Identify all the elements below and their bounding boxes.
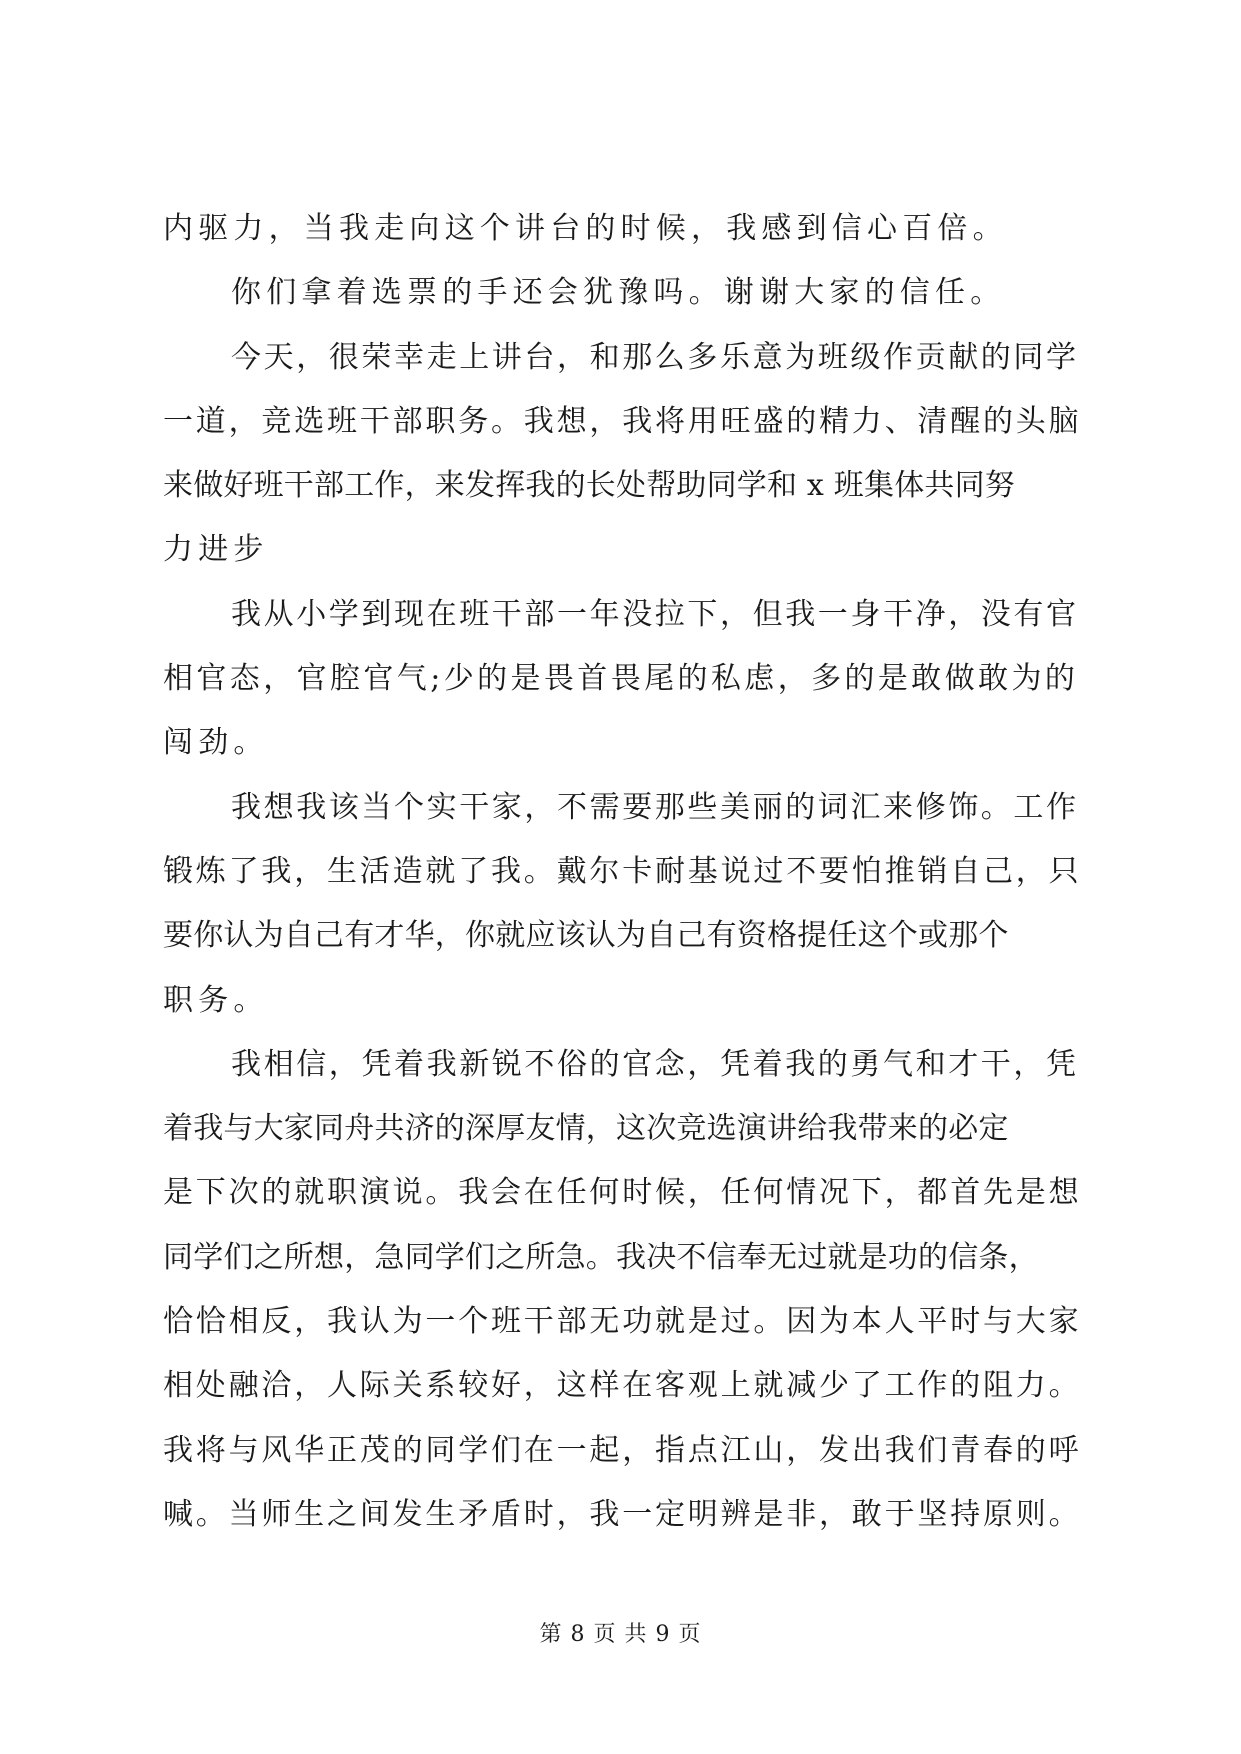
text-line: 闯劲。 bbox=[163, 725, 269, 761]
text-line: 恰恰相反，我认为一个班干部无功就是过。因为本人平时与大家 bbox=[163, 1304, 1082, 1340]
text-line: 我想我该当个实干家，不需要那些美丽的词汇来修饰。工作 bbox=[231, 789, 1079, 825]
text-line: 来做好班干部工作，来发挥我的长处帮助同学和 x 班集体共同努 bbox=[163, 468, 1015, 504]
text-line: 同学们之所想，急同学们之所急。我决不信奉无过就是功的信条， bbox=[163, 1239, 1039, 1275]
text-line: 职务。 bbox=[163, 982, 269, 1018]
text-line: 是下次的就职演说。我会在任何时候，任何情况下，都首先是想 bbox=[163, 1175, 1082, 1211]
text-line: 喊。当师生之间发生矛盾时，我一定明辨是非，敢于坚持原则。 bbox=[163, 1496, 1082, 1532]
text-line: 相处融洽，人际关系较好，这样在客观上就减少了工作的阻力。 bbox=[163, 1368, 1082, 1404]
text-line: 锻炼了我，生活造就了我。戴尔卡耐基说过不要怕推销自己，只 bbox=[163, 853, 1082, 889]
text-line: 力进步 bbox=[163, 532, 269, 568]
text-line: 相官态，官腔官气;少的是畏首畏尾的私虑，多的是敢做敢为的 bbox=[163, 661, 1079, 697]
page-footer: 第 8 页 共 9 页 bbox=[539, 1622, 702, 1647]
text-line: 要你认为自己有才华，你就应该认为自己有资格提任这个或那个 bbox=[163, 918, 1009, 954]
text-line: 内驱力，当我走向这个讲台的时候，我感到信心百倍。 bbox=[163, 211, 1008, 246]
text-line: 着我与大家同舟共济的深厚友情，这次竞选演讲给我带来的必定 bbox=[163, 1111, 1009, 1147]
text-line: 我从小学到现在班干部一年没拉下，但我一身干净，没有官 bbox=[231, 596, 1079, 632]
text-line: 一道，竞选班干部职务。我想，我将用旺盛的精力、清醒的头脑 bbox=[163, 403, 1082, 439]
text-line: 今天，很荣幸走上讲台，和那么多乐意为班级作贡献的同学 bbox=[231, 339, 1079, 375]
body-text bbox=[163, 197, 1083, 1547]
text-line: 我相信，凭着我新锐不俗的官念，凭着我的勇气和才干，凭 bbox=[231, 1046, 1079, 1082]
text-line: 你们拿着选票的手还会犹豫吗。谢谢大家的信任。 bbox=[231, 275, 1006, 311]
text-line: 我将与风华正茂的同学们在一起，指点江山，发出我们青春的呼 bbox=[163, 1432, 1082, 1468]
